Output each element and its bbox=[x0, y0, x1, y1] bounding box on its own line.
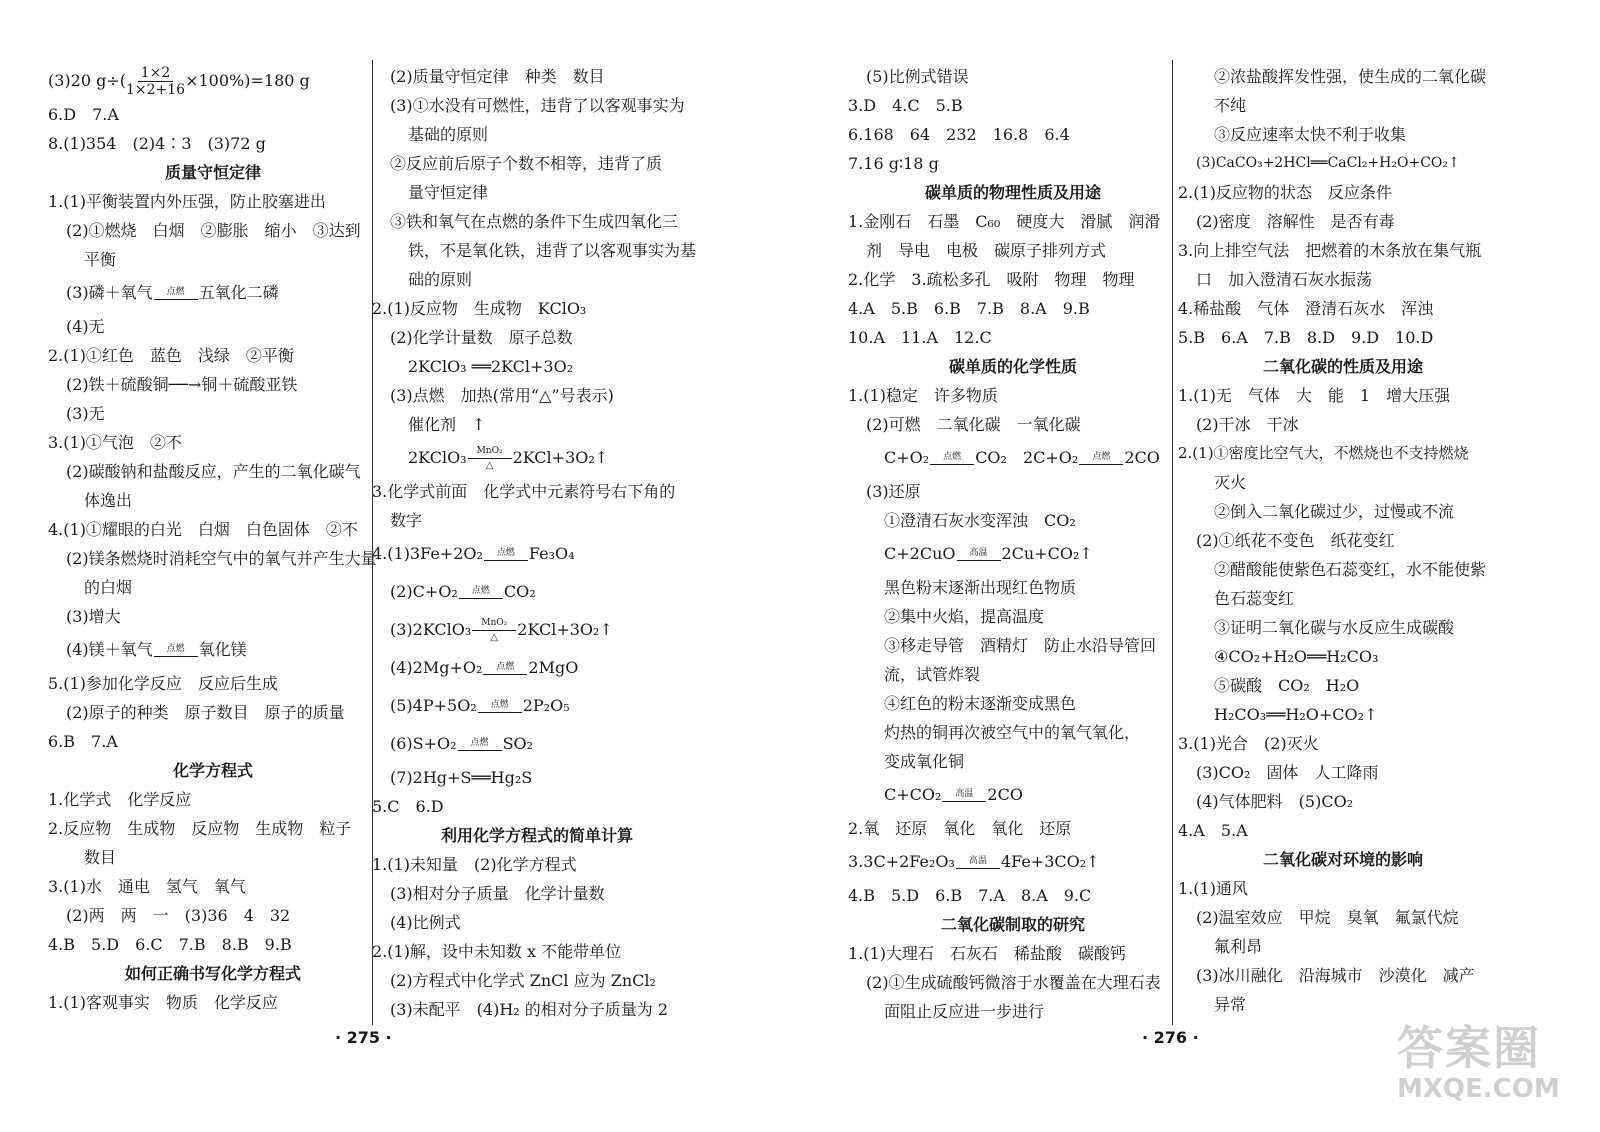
answer-line: 3.D 4.C 5.B bbox=[848, 96, 963, 115]
answer-line: (7)2Hg+S══Hg₂S bbox=[390, 768, 533, 787]
answer-line: 异常 bbox=[1214, 995, 1247, 1014]
answer-line: (3)点燃 加热(常用“△”号表示) bbox=[390, 386, 614, 405]
answer-line: (4)无 bbox=[66, 317, 105, 336]
answer-line: 1.(1)无 气体 大 能 1 增大压强 bbox=[1178, 386, 1451, 405]
answer-line: 3.化学式前面 化学式中元素符号右下角的 bbox=[372, 482, 676, 501]
watermark-url: MXQE.COM bbox=[1397, 1074, 1560, 1104]
answer-line: 5.C 6.D bbox=[372, 797, 444, 816]
answer-line: 础的原则 bbox=[408, 270, 473, 289]
answer-line: (2)质量守恒定律 种类 数目 bbox=[390, 67, 605, 86]
answer-line: (3)相对分子质量 化学计量数 bbox=[390, 884, 605, 903]
answer-line: 灼热的铜再次被空气中的氧气氧化， bbox=[884, 723, 1141, 742]
reaction-arrow: 点燃 bbox=[930, 452, 974, 466]
reaction-arrow: 点燃 bbox=[459, 586, 503, 600]
answer-line: 1.化学式 化学反应 bbox=[48, 790, 192, 809]
answer-line: (4)镁＋氧气 点燃 氧化镁 bbox=[66, 640, 247, 659]
answer-line: 1.(1)平衡装置内外压强，防止胶塞进出 bbox=[48, 192, 326, 211]
answer-line: (2)镁条燃烧时消耗空气中的氧气并产生大量 bbox=[66, 549, 377, 568]
answer-line: 10.A 11.A 12.C bbox=[848, 328, 992, 347]
answer-line: 1.金刚石 石墨 C₆₀ 硬度大 滑腻 润滑 bbox=[848, 212, 1161, 231]
answer-line: 2.(1)①红色 蓝色 浅绿 ②平衡 bbox=[48, 346, 294, 365]
answer-line: 2.化学 3.疏松多孔 吸附 物理 物理 bbox=[848, 270, 1135, 289]
answer-line: (2)①生成硫酸钙微溶于水覆盖在大理石表 bbox=[866, 973, 1161, 992]
answer-line: 4.A 5.A bbox=[1178, 821, 1248, 840]
answer-line: 4.B 5.D 6.C 7.B 8.B 9.B bbox=[48, 935, 292, 954]
answer-line: 3.3C+2Fe₂O₃ 高温 4Fe+3CO₂↑ bbox=[848, 852, 1100, 871]
reaction-arrow: 点燃 bbox=[154, 287, 198, 301]
answer-line: 流，试管炸裂 bbox=[884, 665, 981, 684]
answer-line: 色石蕊变红 bbox=[1214, 589, 1295, 608]
column-divider bbox=[1172, 60, 1173, 1025]
answer-line: (2)①燃烧 白烟 ②膨胀 缩小 ③达到 bbox=[66, 221, 361, 240]
answer-line: (2)C+O₂ 点燃 CO₂ bbox=[390, 582, 536, 601]
answer-line: C+O₂ 点燃 CO₂ 2C+O₂ 点燃 2CO bbox=[884, 448, 1160, 467]
answer-line: ④红色的粉末逐渐变成黑色 bbox=[884, 694, 1077, 713]
answer-line: 不纯 bbox=[1214, 96, 1247, 115]
answer-line: 7.16 g∶18 g bbox=[848, 154, 939, 173]
answer-line: ③铁和氧气在点燃的条件下生成四氧化三 bbox=[390, 212, 679, 231]
answer-line: (2)两 两 一 (3)36 4 32 bbox=[66, 906, 291, 925]
answer-line: 变成氧化铜 bbox=[884, 752, 965, 771]
column-3 bbox=[848, 62, 1178, 1026]
answer-line: ④CO₂+H₂O══H₂CO₃ bbox=[1214, 647, 1379, 666]
answer-line: 6.D 7.A bbox=[48, 105, 119, 124]
answer-line: 1.(1)稳定 许多物质 bbox=[848, 386, 998, 405]
answer-line: 剂 导电 电极 碳原子排列方式 bbox=[866, 241, 1107, 260]
fraction: $\frac{1\times 2}{1\times 2+16}$ bbox=[126, 65, 186, 98]
answer-line: 2.氧 还原 氧化 氧化 还原 bbox=[848, 819, 1072, 838]
answer-line: 2.(1)解，设中未知数 x 不能带单位 bbox=[372, 942, 622, 961]
answer-line: 基础的原则 bbox=[408, 125, 489, 144]
reaction-arrow: 点燃 bbox=[484, 548, 528, 562]
answer-line: 1.(1)通风 bbox=[1178, 879, 1248, 898]
answer-line: H₂CO₃══H₂O+CO₂↑ bbox=[1214, 705, 1378, 724]
answer-line: ③移走导管 酒精灯 防止水沿导管回 bbox=[884, 636, 1157, 655]
answer-line: (3)CO₂ 固体 人工降雨 bbox=[1196, 763, 1379, 782]
reaction-arrow: 点燃 bbox=[458, 738, 502, 752]
answer-line: (2)可燃 二氧化碳 一氧化碳 bbox=[866, 415, 1081, 434]
answer-line: (2)干冰 干冰 bbox=[1196, 415, 1299, 434]
page-number-275: · 275 · bbox=[335, 1028, 392, 1047]
answer-line: (2)方程式中化学式 ZnCl 应为 ZnCl₂ bbox=[390, 971, 656, 990]
answer-line: 8.(1)354 (2)4∶3 (3)72 g bbox=[48, 134, 266, 153]
reaction-arrow: 点燃 bbox=[1079, 452, 1123, 466]
answer-line: (2)铁＋硫酸铜──→铜＋硫酸亚铁 bbox=[66, 375, 298, 394]
answer-line: (6)S+O₂ 点燃 SO₂ bbox=[390, 734, 534, 753]
answer-line: 平衡 bbox=[84, 250, 117, 269]
answer-line: C+CO₂ 高温 2CO bbox=[884, 785, 1023, 804]
answer-line: ②反应前后原子个数不相等，违背了质 bbox=[390, 154, 663, 173]
answer-line: ⑤碳酸 CO₂ H₂O bbox=[1214, 676, 1360, 695]
answer-line: 2.反应物 生成物 反应物 生成物 粒子 bbox=[48, 819, 352, 838]
answer-line: (2)密度 溶解性 是否有毒 bbox=[1196, 212, 1395, 231]
answer-line: (3)2KClO₃ MnO₂ △ 2KCl+3O₂↑ bbox=[390, 618, 613, 643]
answer-line: 4.A 5.B 6.B 7.B 8.A 9.B bbox=[848, 299, 1090, 318]
answer-line: ②醋酸能使紫色石蕊变红，水不能使紫 bbox=[1214, 560, 1487, 579]
answer-line: 6.B 7.A bbox=[48, 732, 118, 751]
reaction-arrow: 高温 bbox=[956, 856, 1000, 870]
answer-line: (4)2Mg+O₂ 点燃 2MgO bbox=[390, 658, 579, 677]
answer-line: (5)4P+5O₂ 点燃 2P₂O₅ bbox=[390, 696, 570, 715]
answer-line: 催化剂 ↑ bbox=[408, 415, 486, 434]
answer-line: (3)20 g÷( $\frac{1\times 2}{1\times 2+16}$ ×100%)=180 g bbox=[48, 65, 310, 98]
answer-line: (2)碳酸钠和盐酸反应，产生的二氧化碳气 bbox=[66, 462, 361, 481]
answer-line: (2)原子的种类 原子数目 原子的质量 bbox=[66, 703, 345, 722]
answer-line: 2KClO₃ ══2KCl+3O₂ bbox=[408, 357, 574, 376]
answer-line: (3)无 bbox=[66, 404, 105, 423]
answer-line: 数目 bbox=[84, 848, 117, 867]
answer-line: 2.(1)反应物的状态 反应条件 bbox=[1178, 183, 1392, 202]
answer-line: 2KClO₃ MnO₂ △ 2KCl+3O₂↑ bbox=[408, 446, 609, 471]
answer-line: 4.稀盐酸 气体 澄清石灰水 浑浊 bbox=[1178, 299, 1434, 318]
section-heading: 二氧化碳对环境的影响 bbox=[1262, 850, 1423, 869]
answer-line: 黑色粉末逐渐出现红色物质 bbox=[884, 578, 1077, 597]
answer-line: (5)比例式错误 bbox=[866, 67, 969, 86]
answer-line: (2)温室效应 甲烷 臭氧 氟氯代烷 bbox=[1196, 908, 1459, 927]
answer-line: 氟利昂 bbox=[1214, 937, 1263, 956]
section-heading: 二氧化碳制取的研究 bbox=[940, 915, 1085, 934]
answer-line: 1.(1)客观事实 物质 化学反应 bbox=[48, 993, 278, 1012]
answer-line: ③证明二氧化碳与水反应生成碳酸 bbox=[1214, 618, 1455, 637]
answer-line: 口 加入澄清石灰水振荡 bbox=[1196, 270, 1373, 289]
answer-line: (3)磷＋氧气 点燃 五氧化二磷 bbox=[66, 283, 279, 302]
answer-line: ②浓盐酸挥发性强，使生成的二氧化碳 bbox=[1214, 67, 1487, 86]
column-4 bbox=[1178, 62, 1508, 1019]
section-heading: 化学方程式 bbox=[172, 761, 253, 780]
answer-line: 6.168 64 232 16.8 6.4 bbox=[848, 125, 1070, 144]
answer-line: 2.(1)①密度比空气大，不燃烧也不支持燃烧 bbox=[1178, 444, 1469, 462]
answer-line: (3)CaCO₃+2HCl══CaCl₂+H₂O+CO₂↑ bbox=[1196, 155, 1460, 171]
reaction-arrow: MnO₂ △ bbox=[472, 618, 516, 643]
section-heading: 如何正确书写化学方程式 bbox=[124, 964, 301, 983]
reaction-arrow: MnO₂ △ bbox=[468, 446, 512, 471]
answer-line: 2.(1)反应物 生成物 KClO₃ bbox=[372, 299, 587, 318]
answer-line: (3)还原 bbox=[866, 482, 921, 501]
column-2 bbox=[372, 62, 702, 1024]
reaction-arrow: 点燃 bbox=[483, 662, 527, 676]
answer-line: C+2CuO 高温 2Cu+CO₂↑ bbox=[884, 544, 1093, 563]
answer-line: 3.(1)水 通电 氢气 氧气 bbox=[48, 877, 246, 896]
answer-line: ③反应速率太快不利于收集 bbox=[1214, 125, 1407, 144]
answer-line: 4.(1)3Fe+2O₂ 点燃 Fe₃O₄ bbox=[372, 544, 575, 563]
reaction-arrow: 点燃 bbox=[154, 644, 198, 658]
answer-line: (2)化学计量数 原子总数 bbox=[390, 328, 573, 347]
answer-line: ②集中火焰，提高温度 bbox=[884, 607, 1045, 626]
answer-line: (3)冰川融化 沿海城市 沙漠化 减产 bbox=[1196, 966, 1475, 985]
column-1 bbox=[48, 62, 378, 1017]
answer-line: 数字 bbox=[390, 511, 423, 530]
answer-line: 5.(1)参加化学反应 反应后生成 bbox=[48, 674, 278, 693]
section-heading: 二氧化碳的性质及用途 bbox=[1262, 357, 1423, 376]
answer-line: (3)①水没有可燃性，违背了以客观事实为 bbox=[390, 96, 685, 115]
answer-line: (3)增大 bbox=[66, 607, 121, 626]
reaction-arrow: 高温 bbox=[942, 789, 986, 803]
answer-line: 体逸出 bbox=[84, 491, 133, 510]
answer-line: 铁，不是氧化铁，违背了以客观事实为基 bbox=[408, 241, 697, 260]
answer-line: (4)比例式 bbox=[390, 913, 461, 932]
answer-line: 3.(1)①气泡 ②不 bbox=[48, 433, 182, 452]
answer-line: (4)气体肥料 (5)CO₂ bbox=[1196, 792, 1354, 811]
section-heading: 利用化学方程式的简单计算 bbox=[440, 826, 633, 845]
answer-line: ①澄清石灰水变浑浊 CO₂ bbox=[884, 511, 1076, 530]
answer-line: 灭火 bbox=[1214, 473, 1247, 492]
section-heading: 碳单质的化学性质 bbox=[948, 357, 1077, 376]
answer-line: 1.(1)未知量 (2)化学方程式 bbox=[372, 855, 577, 874]
page-number-276: · 276 · bbox=[1142, 1028, 1199, 1047]
reaction-arrow: 高温 bbox=[957, 548, 1001, 562]
answer-line: ②倒入二氧化碳过少，过慢或不流 bbox=[1214, 502, 1455, 521]
answer-line: 的白烟 bbox=[84, 578, 133, 597]
answer-line: 4.(1)①耀眼的白光 白烟 白色固体 ②不 bbox=[48, 520, 358, 539]
answer-line: 5.B 6.A 7.B 8.D 9.D 10.D bbox=[1178, 328, 1434, 347]
answer-line: 量守恒定律 bbox=[408, 183, 489, 202]
watermark-logo-text: 答案圈 bbox=[1397, 1021, 1541, 1075]
answer-line: (2)①纸花不变色 纸花变红 bbox=[1196, 531, 1395, 550]
answer-line: 3.向上排空气法 把燃着的木条放在集气瓶 bbox=[1178, 241, 1482, 260]
answer-line: (3)未配平 (4)H₂ 的相对分子质量为 2 bbox=[390, 1000, 669, 1019]
answer-line: 面阻止反应进一步进行 bbox=[884, 1002, 1045, 1021]
watermark-logo bbox=[1397, 1022, 1562, 1116]
reaction-arrow: 点燃 bbox=[478, 700, 522, 714]
section-heading: 质量守恒定律 bbox=[164, 163, 261, 182]
section-heading: 碳单质的物理性质及用途 bbox=[924, 183, 1101, 202]
answer-line: 4.B 5.D 6.B 7.A 8.A 9.C bbox=[848, 886, 1092, 905]
answer-line: 1.(1)大理石 石灰石 稀盐酸 碳酸钙 bbox=[848, 944, 1126, 963]
answer-line: 3.(1)光合 (2)灭火 bbox=[1178, 734, 1319, 753]
